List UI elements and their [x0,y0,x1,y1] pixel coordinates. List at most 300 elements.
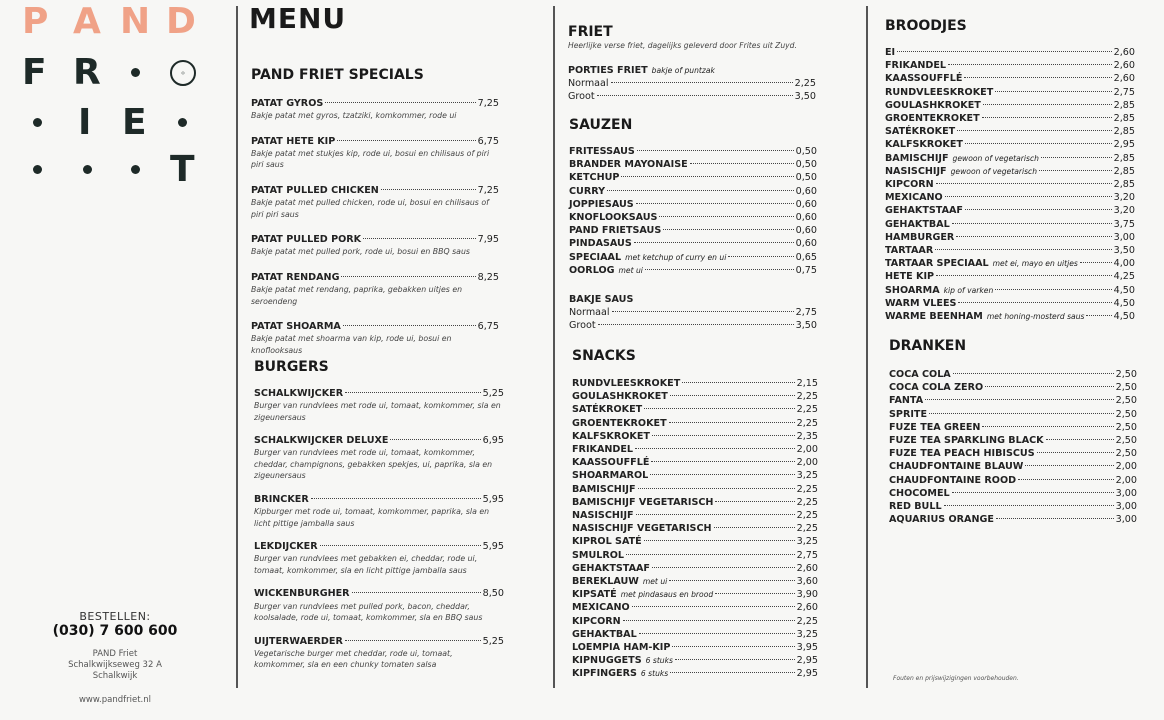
address [0,649,230,682]
item-name: PAND FRIETSAUS [569,225,662,237]
leader-dots [341,276,475,277]
menu-item [569,211,817,224]
section-title: FRIET [568,24,613,40]
item-name: MEXICANO [572,602,630,614]
item-row [254,493,504,506]
item-price: 3,25 [796,628,818,640]
order-label: BESTELLEN: [79,610,151,623]
item-name: FUZE TEA PEACH HIBISCUS [889,448,1035,460]
menu-item [885,178,1135,191]
item-name: CURRY [569,185,606,197]
item-name: TARTAAR [885,245,934,257]
leader-dots [632,606,795,607]
item-name: BAMISCHIJF [885,152,949,164]
section-title: PAND FRIET SPECIALS [251,67,424,83]
item-price: 0,60 [795,238,817,250]
item-price: 5,25 [482,635,504,647]
menu-item [572,377,818,390]
item-price: 7,25 [477,184,499,196]
logo-letter: I [78,102,92,143]
leader-dots [728,256,793,257]
item-price: 3,20 [1113,205,1135,217]
menu-item [572,575,818,588]
item-name: KIPSATÉ [572,589,617,601]
item-price: 3,95 [796,642,818,654]
logo-letter: T [170,149,195,190]
item-name: CHOCOMEL [889,487,950,499]
item-price: 2,75 [1113,86,1135,98]
broodjes-list [885,46,1135,323]
item-row [254,540,504,553]
menu-item [572,615,818,628]
item-name: BAMISCHIJF [572,483,636,495]
leader-dots [381,189,476,190]
item-name: COCA COLA [889,369,951,380]
leader-dots [1037,452,1114,453]
item-note: gewoon of vegetarisch [950,166,1038,176]
item-description: Bakje patat met pulled chicken, rode ui, bosui en chilisaus of piri piri saus [251,198,489,219]
item-price: 5,95 [482,541,504,553]
item-price: 2,25 [796,483,818,495]
item-price: 5,95 [482,493,504,505]
item-row [251,233,499,246]
menu-item [251,320,499,356]
leader-dots [623,620,795,621]
leader-dots [672,646,794,647]
leader-dots [659,216,793,217]
item-name: GOULASHKROKET [572,391,668,403]
menu-item [889,460,1137,473]
menu-item [569,251,817,264]
item-name: GEHAKTSTAAF [885,205,963,217]
leader-dots [652,567,795,568]
menu-item [569,306,817,319]
porties-list [568,77,816,103]
item-name: WICKENBURGHER [254,588,350,600]
leader-dots [965,143,1112,144]
leader-dots [945,196,1112,197]
item-price: 6,75 [477,135,499,147]
item-name: SATÉKROKET [572,404,643,416]
leader-dots [390,439,480,440]
column-divider [866,6,868,688]
item-price: 2,35 [796,430,818,442]
leader-dots [669,580,794,581]
item-price: 7,25 [477,98,499,109]
menu-item [889,513,1137,526]
menu-item [885,218,1135,231]
leader-dots [690,163,794,164]
leader-dots [996,518,1114,519]
menu-item [569,145,817,158]
logo-dot [131,165,140,174]
item-name: NASISCHIJF VEGETARISCH [572,523,712,535]
menu-item [885,284,1135,297]
item-note: met ei, mayo en uitjes [992,259,1078,269]
item-name: PATAT GYROS [251,98,324,109]
menu-item [569,237,817,250]
item-name: WARM VLEES [885,297,957,309]
item-name: PATAT RENDANG [251,271,340,283]
item-name: WARME BEENHAM [885,311,983,323]
leader-dots [944,505,1114,506]
item-name: GEHAKTSTAAF [572,562,650,574]
item-name: HETE KIP [885,271,935,283]
item-row [251,184,499,197]
logo-letter: R [73,52,101,93]
leader-dots [964,77,1111,78]
item-name: KALFSKROKET [572,430,650,442]
item-name: OORLOG [569,264,615,276]
logo-letter: P [22,1,49,42]
leader-dots [607,190,794,191]
bakje-list [569,306,817,332]
section-title: BURGERS [254,359,329,375]
menu-item [889,474,1137,487]
item-price: 2,50 [1115,448,1137,460]
item-price: 3,00 [1115,514,1137,526]
item-price: 3,00 [1115,487,1137,499]
section-title: SAUZEN [569,117,633,133]
item-name: SHOARMAROL [572,470,649,482]
menu-item [572,509,818,522]
menu-item [254,587,504,623]
item-description: Bakje patat met stukjes kip, rode ui, bosui en chilisaus of piri piri saus [251,148,490,170]
leader-dots [652,435,795,436]
item-name: FRIKANDEL [885,60,947,72]
item-price: 0,60 [795,225,817,237]
item-price: 2,00 [796,457,818,469]
menu-item [885,46,1135,59]
item-price: 2,50 [1115,395,1137,407]
menu-item [885,125,1135,138]
leader-dots [345,640,481,641]
item-price: 2,60 [796,562,818,574]
leader-dots [645,269,794,270]
menu-item [885,72,1135,85]
item-name: EI [885,47,896,58]
item-name: Normaal [569,307,610,319]
leader-dots [952,492,1114,493]
item-note: gewoon of vegetarisch [952,153,1039,163]
item-name: FANTA [889,395,924,407]
item-name: COCA COLA ZERO [889,382,984,394]
logo-dot [33,118,42,127]
item-row [251,135,499,148]
leader-dots [650,474,794,475]
item-price: 4,00 [1113,258,1135,270]
leader-dots [1086,315,1111,316]
menu-item [885,112,1135,125]
item-price: 3,50 [795,320,817,332]
logo-dot [33,165,42,174]
item-price: 6,75 [477,321,499,333]
item-name: KAASSOUFFLÉ [572,457,650,469]
item-price: 4,50 [1113,297,1135,309]
item-name: NASISCHIJF [885,165,947,177]
item-note: met ketchup of curry en ui [625,252,727,262]
item-name: BEREKLAUW [572,576,639,588]
menu-item [572,601,818,614]
item-price: 2,85 [1113,152,1135,164]
address-line: PAND Friet [92,649,138,659]
leader-dots [715,501,794,502]
leader-dots [929,413,1114,414]
menu-item [885,152,1135,165]
item-price: 2,75 [796,549,818,561]
leader-dots [670,672,794,673]
item-description: Bakje patat met gyros, tzatziki, komkommer, rode ui [251,111,457,121]
leader-dots [983,104,1112,105]
leader-dots [956,236,1111,237]
item-name: SHOARMA [885,284,940,296]
item-price: 2,50 [1115,408,1137,420]
menu-item [572,496,818,509]
leader-dots [663,229,793,230]
column-divider [236,6,238,688]
item-price: 2,50 [1115,382,1137,394]
menu-item [572,483,818,496]
footnote: Fouten en prijswijzigingen voorbehouden. [893,675,1019,682]
item-price: 0,50 [795,146,817,157]
leader-dots [682,382,794,383]
menu-item [254,434,504,482]
friet-section [568,24,816,103]
leader-dots [311,498,481,499]
item-price: 8,50 [482,588,504,600]
logo-dot [131,68,140,77]
menu-item [251,271,499,307]
menu-item [254,493,504,529]
item-name: SATÉKROKET [885,126,956,138]
section-title: BROODJES [885,18,967,34]
item-note: met ui [642,577,668,587]
item-price: 0,60 [795,185,817,197]
item-description: Bakje patat met pulled pork, rode ui, bosui en BBQ saus [251,247,470,257]
sauzen-list [569,145,817,277]
menu-item [889,394,1137,407]
item-name: GEHAKTBAL [572,628,637,640]
menu-item [569,264,817,277]
leader-dots [897,51,1112,52]
leader-dots [621,176,793,177]
burgers-list [254,387,504,671]
item-name: BRINCKER [254,493,309,505]
item-note: met ui [618,265,643,275]
item-name: TARTAAR SPECIAAL [885,258,989,270]
logo-dot [178,118,187,127]
item-name: FRIKANDEL [572,444,634,456]
column-divider [553,6,555,688]
leader-dots [952,223,1112,224]
logo-letter: E [122,102,147,143]
menu-item [569,319,817,332]
item-name: PATAT PULLED CHICKEN [251,184,379,196]
item-description: Bakje patat met rendang, paprika, gebakken uitjes en seroendeng [251,285,463,306]
item-price: 2,25 [796,615,818,627]
address-line: Schalkwijk [92,671,138,681]
item-price: 0,60 [795,212,817,224]
item-price: 2,75 [795,307,817,319]
item-price: 3,75 [1113,218,1135,230]
leader-dots [639,633,795,634]
leader-dots [1039,170,1112,171]
menu-item [572,667,818,680]
leader-dots [936,275,1112,276]
menu-item [254,635,504,671]
website-link[interactable]: www.pandfriet.nl [78,695,152,705]
item-price: 3,25 [796,470,818,482]
friet-subtitle: Heerlijke verse friet, dagelijks geleverd door Frites uit Zuyd. [568,41,797,50]
menu-item [568,90,816,103]
item-price: 2,00 [796,444,818,456]
leader-dots [936,183,1112,184]
item-price: 0,65 [795,251,817,263]
menu-item [885,257,1135,270]
menu-item [569,198,817,211]
leader-dots [669,422,795,423]
menu-item [572,430,818,443]
item-name: KIPNUGGETS [572,655,642,667]
item-note: 6 stuks [645,656,673,666]
item-name: KIPROL SATÉ [572,536,642,548]
logo-letter: F [22,52,47,93]
menu-item [889,368,1137,381]
item-row [251,271,499,284]
item-name: SMULROL [572,549,625,561]
menu-item [572,403,818,416]
menu-item [885,191,1135,204]
item-row [254,434,504,447]
logo-letter: D [166,1,196,42]
address-line: Schalkwijkseweg 32 A [68,660,162,670]
menu-item [572,535,818,548]
menu-item [885,310,1135,323]
seal-icon: ◎ [170,60,196,86]
item-price: 2,60 [1113,73,1135,85]
item-name: NASISCHIJF [572,510,634,522]
item-price: 2,85 [1113,113,1135,125]
item-name: BRANDER MAYONAISE [569,159,688,171]
menu-item [889,434,1137,447]
item-price: 2,95 [796,668,818,680]
item-price: 2,50 [1115,421,1137,433]
item-note: bakje of puntzak [651,65,715,75]
item-name: CHAUDFONTAINE BLAUW [889,461,1024,473]
leader-dots [715,593,794,594]
item-price: 2,95 [1113,139,1135,151]
leader-dots [635,448,795,449]
item-name: SCHALKWIJCKER DELUXE [254,435,389,447]
item-price: 2,00 [1115,461,1137,473]
menu-item [889,500,1137,513]
item-name: Groot [568,90,595,102]
menu-item [572,562,818,575]
menu-item [569,171,817,184]
menu-item [569,185,817,198]
item-price: 2,25 [796,404,818,416]
menu-item [889,487,1137,500]
leader-dots [611,82,793,83]
item-name: FRITESSAUS [569,146,635,157]
menu-title: MENU [249,2,347,35]
leader-dots [636,203,794,204]
item-name: BAMISCHIJF VEGETARISCH [572,496,714,508]
item-row [251,97,499,110]
leader-dots [352,592,481,593]
item-price: 2,50 [1115,435,1137,447]
item-description: Burger van rundvlees met pulled pork, bacon, cheddar, koolsalade, rode ui, tomaat, komkommer, sla en BBQ saus [254,601,483,623]
item-price: 7,95 [477,234,499,246]
item-name: CHAUDFONTAINE ROOD [889,474,1017,486]
item-name: PORTIES FRIET [568,64,648,76]
item-name: PINDASAUS [569,238,632,250]
leader-dots [626,554,795,555]
item-name: GOULASHKROKET [885,99,981,111]
menu-item [572,522,818,535]
leader-dots [958,302,1111,303]
menu-item [572,641,818,654]
menu-item [885,138,1135,151]
leader-dots [343,325,476,326]
menu-item [572,417,818,430]
item-price: 0,50 [795,172,817,184]
item-name: KIPCORN [885,179,934,191]
item-price: 2,25 [796,391,818,403]
item-note: kip of varken [943,285,994,295]
item-price: 2,85 [1113,179,1135,191]
menu-item [569,224,817,237]
logo-letter: N [120,1,151,42]
item-name: HAMBURGER [885,231,955,243]
dranken-list [889,368,1137,526]
item-row [251,320,499,333]
item-name: KALFSKROKET [885,139,963,151]
item-name: Groot [569,320,596,332]
leader-dots [670,395,795,396]
item-price: 4,50 [1113,284,1135,296]
snacks-list [572,377,818,681]
menu-item [572,469,818,482]
item-price: 2,25 [796,417,818,429]
leader-dots [320,545,481,546]
item-price: 3,25 [796,536,818,548]
bakje-heading [569,293,817,306]
item-description: Vegetarische burger met cheddar, rode ui, tomaat, komkommer, sla en een chunky tomaten salsa [254,648,453,670]
leader-dots [1018,479,1114,480]
menu-item [251,135,499,171]
item-name: KIPFINGERS [572,668,637,680]
item-price: 0,50 [795,159,817,171]
menu-item [885,231,1135,244]
leader-dots [638,488,795,489]
leader-dots [985,386,1113,387]
phone-number[interactable]: (030) 7 600 600 [52,623,178,639]
menu-item [254,540,504,576]
item-name: KIPCORN [572,615,621,627]
item-price: 2,25 [794,77,816,89]
item-name: SPECIAAL [569,251,622,263]
menu-item [251,184,499,220]
logo-dot [83,165,92,174]
sauzen-section [569,117,817,333]
item-price: 2,85 [1113,126,1135,138]
item-name: KAASSOUFFLÉ [885,73,963,85]
menu-item [572,628,818,641]
menu-item [889,421,1137,434]
item-price: 3,50 [1113,245,1135,257]
item-name: KNOFLOOKSAUS [569,212,658,224]
